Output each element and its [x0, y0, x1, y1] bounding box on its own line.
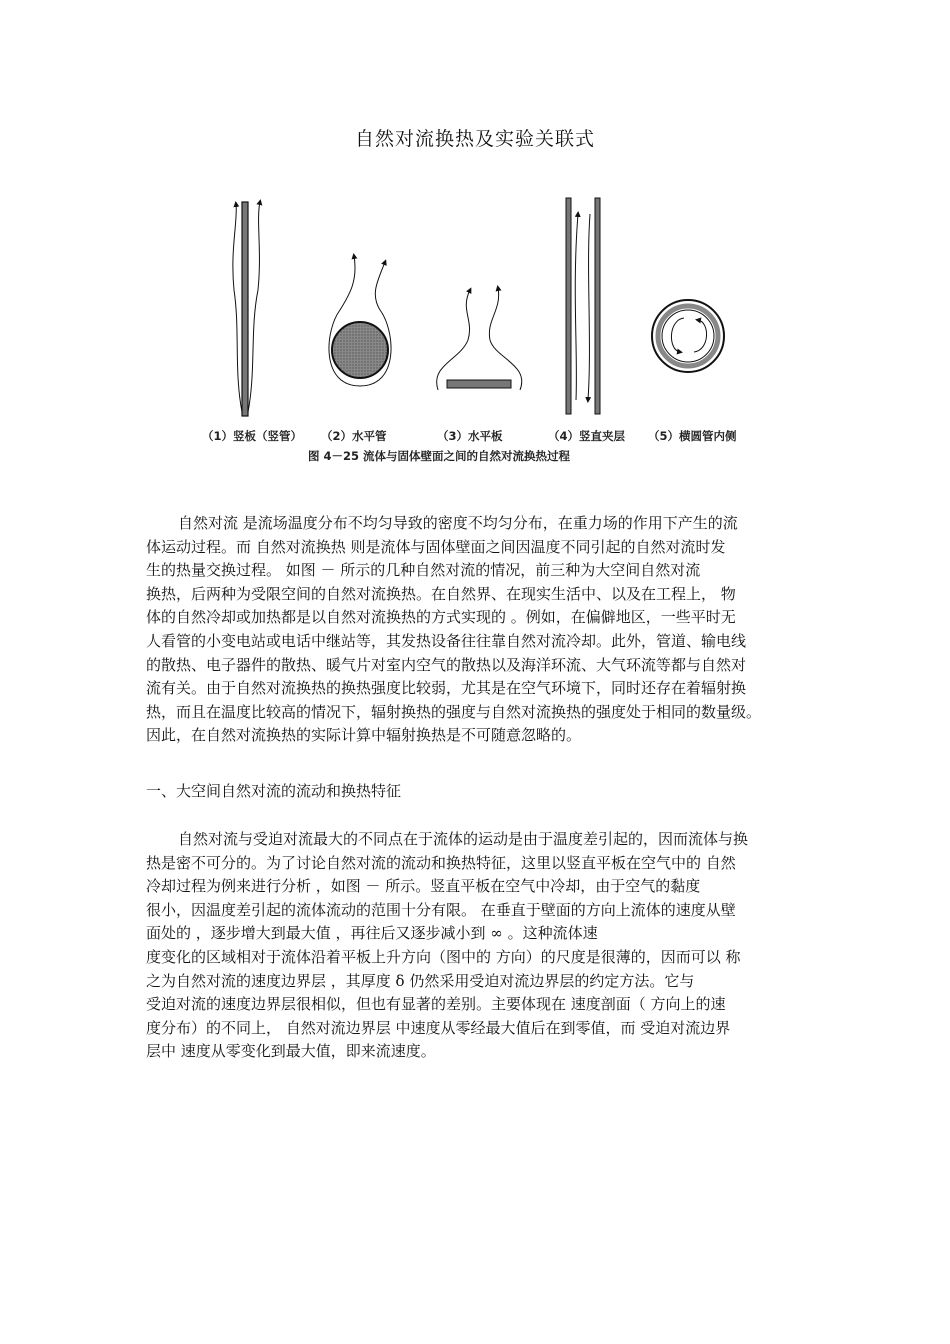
text-line: 换热，后两种为受限空间的自然对流换热。在自然界、在现实生活中、以及在工程上， 物: [146, 584, 736, 603]
text-line: 之为自然对流的速度边界层 ，其厚度 δ 仍然采用受迫对流边界层的约定方法。它与: [146, 971, 695, 990]
paragraph-2: [146, 828, 810, 1064]
text-line: 冷却过程为例来进行分析 ，如图 － 所示。竖直平板在空气中冷却，由于空气的黏度: [146, 877, 701, 896]
text-line: 面处的 ，逐步增大到最大值 ，再往后又逐步减小到 ∞ 。这种流体速: [146, 924, 598, 943]
text-line: 受迫对流的速度边界层很相似，但也有显著的差别。主要体现在 速度剖面（ 方向上的速: [146, 995, 726, 1014]
text-line: 层中 速度从零变化到最大值，即来流速度。: [146, 1042, 436, 1061]
text-line: 人看管的小变电站或电话中继站等，其发热设备往往靠自然对流冷却。此外，管道、输电线: [146, 631, 747, 650]
horizontal-plate-diagram: [437, 288, 522, 390]
caption-horizontal-tube: （2）水平管: [321, 429, 387, 443]
vertical-enclosure-diagram: [566, 198, 600, 414]
convection-figure: [190, 190, 770, 470]
caption-horizontal-tube-inside: （5）横圆管内侧: [648, 429, 737, 443]
caption-horizontal-plate: （3）水平板: [437, 429, 503, 443]
text-line: 因此，在自然对流换热的实际计算中辐射换热是不可随意忽略的。: [146, 726, 582, 745]
text-line: 热，而且在温度比较高的情况下，辐射换热的强度与自然对流换热的强度处于相同的数量级。: [146, 702, 762, 721]
section-heading: 一、大空间自然对流的流动和换热特征: [146, 782, 402, 800]
page-title: 自然对流换热及实验关联式: [354, 128, 595, 150]
horizontal-tube-diagram: [329, 256, 391, 386]
caption-vertical-enclosure: （4）竖直夹层: [548, 429, 626, 443]
text-line: 生的热量交换过程。 如图 － 所示的几种自然对流的情况，前三种为大空间自然对流: [146, 561, 701, 580]
text-line: 体运动过程。而 自然对流换热 则是流体与固体壁面之间因温度不同引起的自然对流时发: [146, 537, 726, 556]
text-line: 自然对流与受迫对流最大的不同点在于流体的运动是由于温度差引起的，因而流体与换: [178, 830, 749, 848]
text-line: 流有关。由于自然对流换热的换热强度比较弱，尤其是在空气环境下，同时还存在着辐射换: [146, 679, 747, 698]
text-line: 度分布）的不同上， 自然对流边界层 中速度从零经最大值后在到零值，而 受迫对流边界: [146, 1018, 731, 1037]
convection-diagram: [190, 190, 770, 450]
vertical-plate-diagram: [233, 202, 260, 416]
text-line: 体的自然冷却或加热都是以自然对流换热的方式实现的 。例如，在偏僻地区，一些平时无: [146, 608, 736, 627]
text-line: 的散热、电子器件的散热、暖气片对室内空气的散热以及海洋环流、大气环流等都与自然对: [146, 655, 747, 674]
text-line: 很小，因温度差引起的流体流动的范围十分有限。 在垂直于壁面的方向上流体的速度从壁: [146, 900, 736, 919]
caption-vertical-plate: （1）竖板（竖管）: [202, 429, 303, 443]
paragraph-1: [146, 512, 810, 748]
text-line: 自然对流 是流场温度分布不均匀导致的密度不均匀分布，在重力场的作用下产生的流: [178, 514, 738, 532]
horizontal-tube-inside-diagram: [652, 300, 724, 372]
text-line: 热是密不可分的。为了讨论自然对流的流动和换热特征，这里以竖直平板在空气中的 自然: [146, 853, 736, 872]
text-line: 度变化的区域相对于流体沿着平板上升方向（图中的 方向）的尺度是很薄的，因而可以 称: [146, 947, 741, 966]
figure-title: 图 4－25 流体与固体壁面之间的自然对流换热过程: [308, 449, 571, 463]
